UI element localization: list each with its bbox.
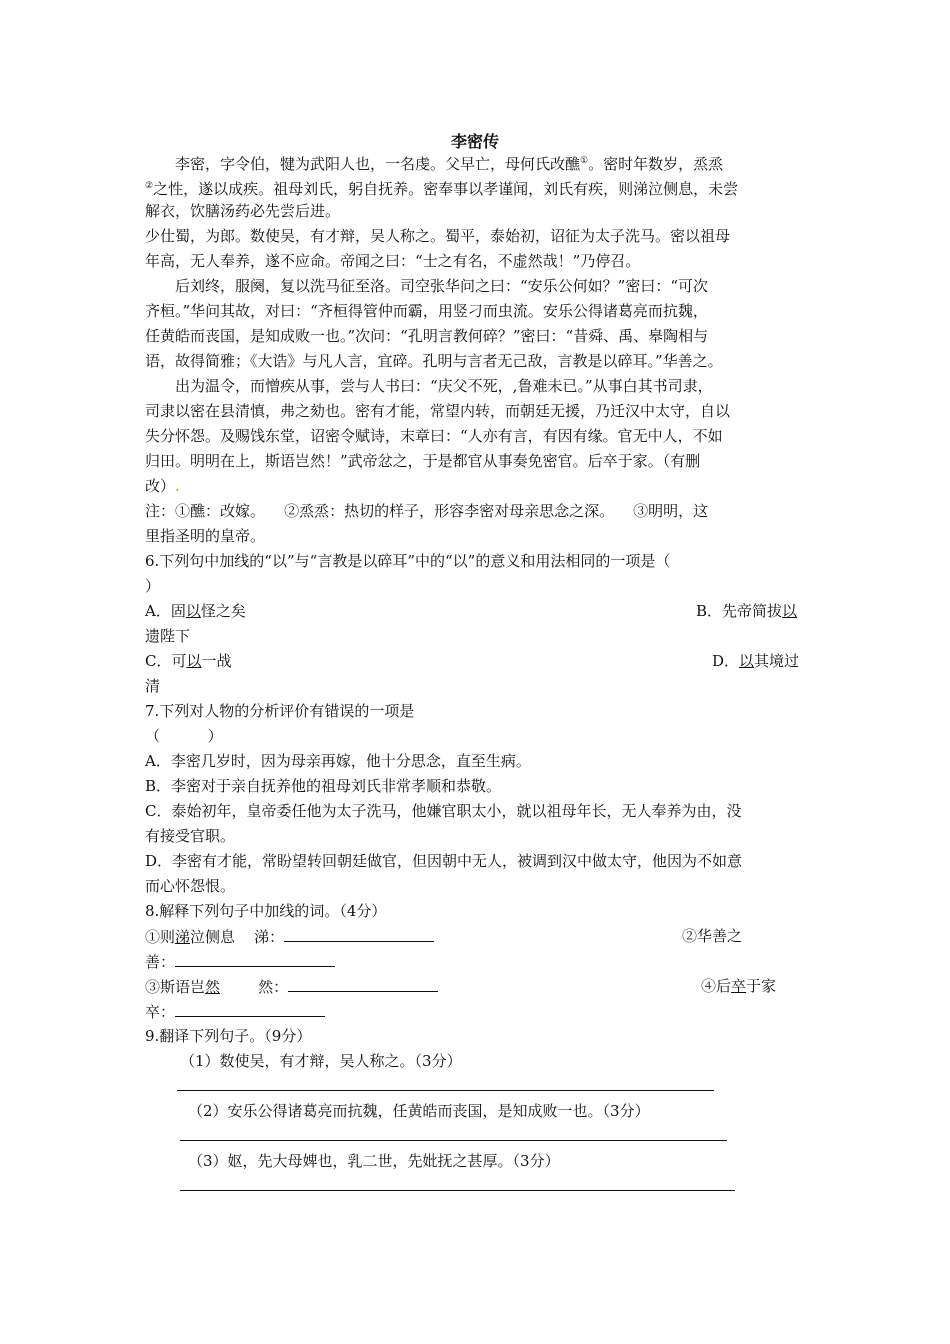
text: 然： (220, 978, 289, 996)
answer-line[interactable] (180, 1140, 727, 1141)
text: 一战 (201, 652, 232, 670)
text: 泣侧息 涕： (190, 928, 285, 946)
q7-stem: 7.下列对人物的分析评价有错误的一项是 (145, 702, 415, 720)
text: 之 (727, 927, 743, 945)
answer-blank[interactable] (284, 926, 434, 942)
answer-blank[interactable] (175, 1001, 325, 1017)
q8-item-4-cont (145, 1001, 325, 1022)
text: 其境过 (754, 652, 800, 670)
text: 于家 (746, 977, 777, 995)
underlined-word: 善 (712, 927, 728, 945)
passage-line: 解衣，饮膳汤药必先尝后进。 (145, 202, 341, 220)
passage-line: 齐桓。”华问其故，对曰：“齐桓得管仲而霸，用竖刁而虫流。安乐公得诸葛亮而抗魏， (145, 302, 708, 320)
answer-line[interactable] (180, 1190, 735, 1191)
passage-title: 李密传 (450, 132, 499, 151)
text: 李密，字令伯，犍为武阳人也，一名虔。父早亡，母何氏改醮 (175, 155, 581, 173)
q8-item-2 (682, 926, 742, 946)
text: 改） (145, 477, 176, 495)
passage-line: 语，故得简雅；《大诰》与凡人言，宜碎。孔明与言者无己敌，言教是以碎耳。”华善之。 (145, 352, 723, 370)
text: ④后 (701, 977, 732, 995)
passage-line: 年高，无人奉养，遂不应命。帝闻之曰：“士之有名，不虚然哉！”乃停召。 (145, 252, 641, 270)
notes-line: 注：①醮：改嫁。 ②烝烝：热切的样子，形容李密对母亲思念之深。 ③明明，这 (145, 502, 709, 520)
answer-blank[interactable] (288, 976, 438, 992)
text: C．可 (145, 652, 187, 670)
underlined-word: 以 (739, 652, 755, 670)
q8-item-4 (701, 976, 776, 996)
stray-dot: . (175, 477, 180, 495)
q7-option-c-cont: 有接受官职。 (145, 827, 236, 845)
q8-item-1 (145, 926, 434, 947)
passage-line: 司隶以密在县清慎，弗之劾也。密有才能，常望内转，而朝廷无援，乃迁汉中太守，自以 (145, 402, 731, 420)
answer-line[interactable] (177, 1090, 714, 1091)
underlined-word: 以 (186, 652, 202, 670)
text: A．固 (145, 602, 186, 620)
q7-answer-paren: （ ） (145, 727, 223, 745)
q8-stem: 8.解释下列句子中加线的词。（4分） (145, 902, 387, 920)
passage-line: 后刘终，服阕，复以洗马征至洛。司空张华问之曰：“安乐公何如？”密曰：“可次 (175, 277, 709, 295)
text: B．先帝简拔 (696, 602, 783, 620)
q7-option-d: D．李密有才能，常盼望转回朝廷做官，但因朝中无人，被调到汉中做太守，他因为不如意 (145, 852, 743, 870)
answer-blank[interactable] (175, 951, 335, 967)
passage-line: 失分怀怨。及赐饯东堂，诏密令赋诗，末章曰：“人亦有言，有因有缘。官无中人，不如 (145, 427, 723, 445)
underlined-word: 卒 (731, 977, 747, 995)
text: 善： (145, 953, 176, 971)
text: 怪之矣 (200, 602, 246, 620)
q6-stem: 6.下列句中加线的“以”与“言教是以碎耳”中的“以”的意义和用法相同的一项是（ (145, 552, 671, 570)
q6-option-c (145, 651, 232, 671)
underlined-word: 然 (205, 978, 221, 996)
q8-item-2-cont (145, 951, 335, 972)
passage-line: 归田。明明在上，斯语岂然！”武帝忿之，于是都官从事奏免密官。后卒于家。（有删 (145, 452, 701, 470)
q7-option-a: A．李密几岁时，因为母亲再嫁，他十分思念，直至生病。 (145, 752, 531, 770)
footnote-marker: ① (580, 156, 589, 166)
text: ①则 (145, 928, 176, 946)
text: 之性，遂以成疾。祖母刘氏，躬自抚养。密奉事以孝谨闻，刘氏有疾，则涕泣侧息，未尝 (153, 180, 739, 198)
q9-sentence-2: （2）安乐公得诸葛亮而抗魏，任黄皓而丧国，是知成败一也。（3分） (188, 1102, 650, 1120)
q8-item-3 (145, 976, 438, 997)
underlined-word: 以 (185, 602, 201, 620)
footnote-marker: ② (145, 181, 154, 191)
q6-option-d (712, 651, 799, 671)
underlined-word: 以 (782, 602, 798, 620)
passage-line (145, 476, 180, 496)
q9-sentence-1: （1）数使吴，有才辩，吴人称之。（3分） (180, 1052, 462, 1070)
q6-option-d-cont: 清 (145, 677, 161, 695)
passage-line (145, 176, 738, 199)
q7-option-c: C．泰始初年，皇帝委任他为太子洗马，他嫌官职太小，就以祖母年长，无人奉养为由，没 (145, 802, 742, 820)
q6-option-a (145, 601, 246, 621)
q6-option-b (696, 601, 797, 621)
passage-line: 少仕蜀，为郎。数使吴，有才辩，吴人称之。蜀平，泰始初，诏征为太子洗马。密以祖母 (145, 227, 731, 245)
text: ②华 (682, 927, 713, 945)
text: ③斯语岂 (145, 978, 206, 996)
q6-option-b-cont: 遗陛下 (145, 627, 191, 645)
passage-line (175, 151, 723, 174)
q9-stem: 9.翻译下列句子。（9分） (145, 1027, 312, 1045)
text: 卒： (145, 1003, 176, 1021)
notes-line: 里指圣明的皇帝。 (145, 527, 266, 545)
q9-sentence-3: （3）妪，先大母婢也，乳二世，先妣抚之甚厚。（3分） (188, 1152, 560, 1170)
passage-line: 出为温令，而憎疾从事，尝与人书曰：“庆父不死，,鲁难未已。”从事白其书司隶， (175, 377, 713, 395)
q7-option-d-cont: 而心怀怨恨。 (145, 877, 236, 895)
q6-stem-cont: ） (145, 577, 161, 595)
underlined-word: 涕 (175, 928, 191, 946)
text: 。密时年数岁，烝烝 (588, 155, 724, 173)
passage-line: 任黄皓而丧国，是知成败一也。”次问：“孔明言教何碎？”密曰：“昔舜、禹、皋陶相与 (145, 327, 709, 345)
q7-option-b: B．李密对于亲自抚养他的祖母刘氏非常孝顺和恭敬。 (145, 777, 502, 795)
text: D． (712, 652, 740, 670)
